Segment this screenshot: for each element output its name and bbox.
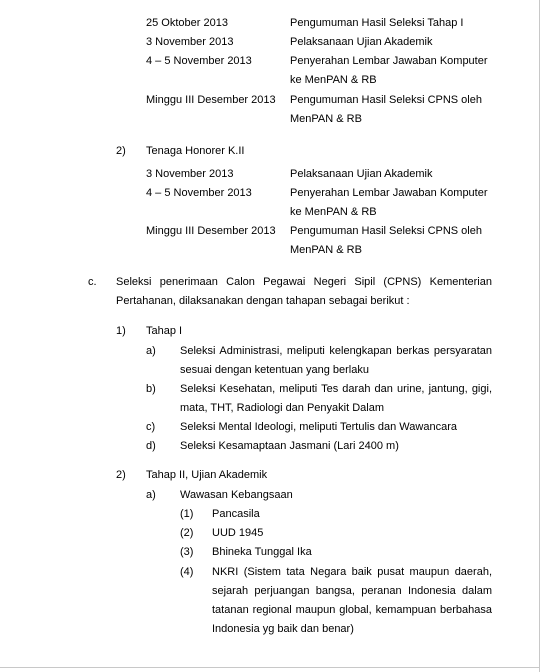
schedule-event: Penyerahan Lembar Jawaban Komputer xyxy=(290,187,488,199)
schedule-event: Pengumuman Hasil Seleksi CPNS oleh xyxy=(290,225,482,237)
schedule-date: Minggu III Desember 2013 xyxy=(146,225,276,237)
list-item: mata, THT, Radiologi dan Penyakit Dalam xyxy=(180,402,385,414)
list-item: Seleksi Kesamaptaan Jasmani (Lari 2400 m) xyxy=(180,440,399,452)
section-heading: Tenaga Honorer K.II xyxy=(146,145,245,157)
list-item: NKRI (Sistem tata Negara baik pusat maupun daerah, xyxy=(212,566,492,578)
list-letter: b) xyxy=(146,383,156,395)
schedule-date: 25 Oktober 2013 xyxy=(146,17,228,29)
list-item: Seleksi Mental Ideologi, meliputi Tertulis dan Wawancara xyxy=(180,421,457,433)
schedule-date: 3 November 2013 xyxy=(146,168,234,180)
list-item: sejarah perjuangan bangsa, peranan Indonesia dalam xyxy=(212,585,492,597)
section-heading: Tahap I xyxy=(146,325,183,337)
schedule-date: 4 – 5 November 2013 xyxy=(146,55,252,67)
list-item: Seleksi Kesehatan, meliputi Tes darah dan urine, jantung, gigi, xyxy=(180,383,492,395)
schedule-date: 4 – 5 November 2013 xyxy=(146,187,252,199)
section-heading: Tahap II, Ujian Akademik xyxy=(146,469,268,481)
list-number: (1) xyxy=(180,508,194,520)
schedule-event: Pelaksanaan Ujian Akademik xyxy=(290,36,433,48)
list-number: (3) xyxy=(180,546,194,558)
sub-heading: Wawasan Kebangsaan xyxy=(180,489,293,501)
list-number: 2) xyxy=(116,469,126,481)
schedule-event: ke MenPAN & RB xyxy=(290,74,377,86)
schedule-date: 3 November 2013 xyxy=(146,36,234,48)
list-item: sesuai dengan ketentuan yang berlaku xyxy=(180,364,369,376)
list-item: Seleksi Administrasi, meliputi kelengkapan berkas persyaratan xyxy=(180,345,492,357)
list-letter: a) xyxy=(146,345,156,357)
list-item: tatanan regional maupun global, kemampuan berbahasa xyxy=(212,604,492,616)
list-item: Bhineka Tunggal Ika xyxy=(212,546,312,558)
paragraph-line: Seleksi penerimaan Calon Pegawai Negeri Sipil (CPNS) Kementerian xyxy=(116,276,492,288)
list-item: Pancasila xyxy=(212,508,260,520)
schedule-event: Pengumuman Hasil Seleksi Tahap I xyxy=(290,17,464,29)
schedule-event: ke MenPAN & RB xyxy=(290,206,377,218)
list-number: 1) xyxy=(116,325,126,337)
page-border-bottom xyxy=(0,667,540,668)
list-item: UUD 1945 xyxy=(212,527,264,539)
section-letter: c. xyxy=(88,276,97,288)
paragraph-line: Pertahanan, dilaksanakan dengan tahapan sebagai berikut : xyxy=(116,295,410,307)
schedule-event: Pengumuman Hasil Seleksi CPNS oleh xyxy=(290,94,482,106)
schedule-date: Minggu III Desember 2013 xyxy=(146,94,276,106)
page-border-right xyxy=(539,0,540,672)
list-number: (4) xyxy=(180,566,194,578)
schedule-event: Pelaksanaan Ujian Akademik xyxy=(290,168,433,180)
schedule-event: MenPAN & RB xyxy=(290,113,362,125)
schedule-event: MenPAN & RB xyxy=(290,244,362,256)
list-number: (2) xyxy=(180,527,194,539)
list-letter: a) xyxy=(146,489,156,501)
list-letter: c) xyxy=(146,421,156,433)
schedule-event: Penyerahan Lembar Jawaban Komputer xyxy=(290,55,488,67)
list-number: 2) xyxy=(116,145,126,157)
list-letter: d) xyxy=(146,440,156,452)
list-item: Indonesia yg baik dan benar) xyxy=(212,623,354,635)
